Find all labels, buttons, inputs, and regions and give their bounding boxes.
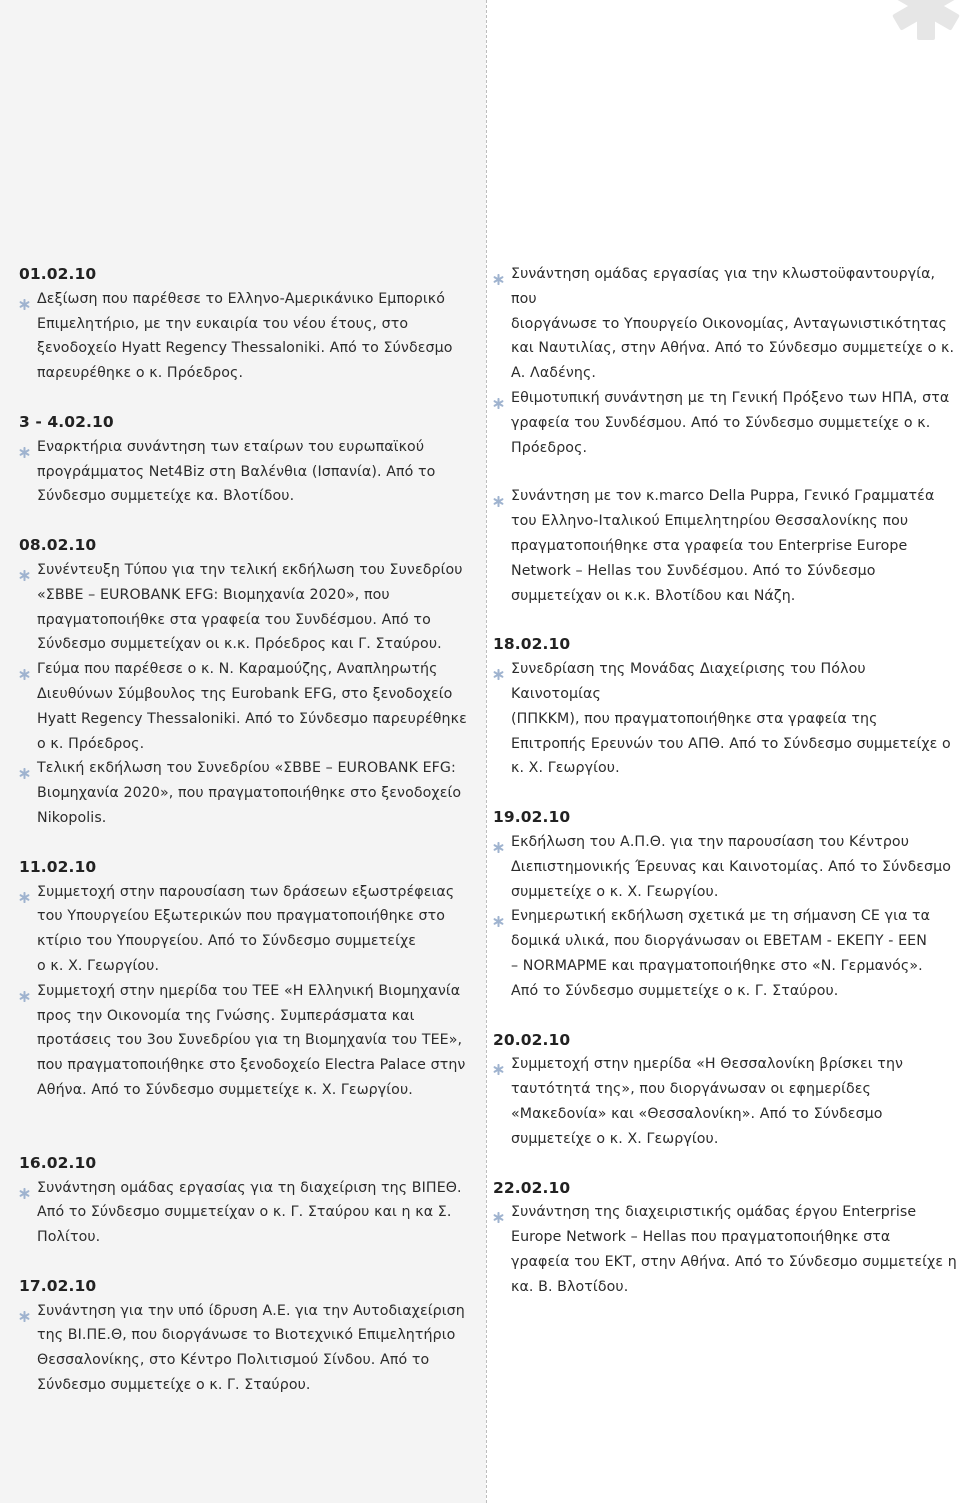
asterisk-bullet-icon	[19, 1306, 30, 1317]
event-date: 18.02.10	[493, 635, 571, 654]
event-date: 01.02.10	[19, 265, 97, 283]
event-date: 11.02.10	[19, 857, 97, 876]
event-item: Συνάντηση ομάδας εργασίας για τη διαχείριση της ΒΙΠΕΘ. Από το Σύνδεσμο συμμετείχαν ο κ. Γ. Σταύρου και η κα Σ. Πολίτου.	[19, 1176, 470, 1250]
event-day	[493, 1176, 960, 1300]
asterisk-bullet-icon	[19, 763, 30, 774]
event-date: 16.02.10	[19, 1153, 97, 1172]
asterisk-bullet-icon	[493, 393, 504, 404]
event-date: 08.02.10	[19, 536, 97, 555]
event-day	[493, 805, 960, 1003]
event-day	[493, 484, 960, 608]
column-divider	[486, 0, 487, 1503]
event-item: Δεξίωση που παρέθεσε το Ελληνο-Αμερικάνικο Εμπορικό Επιμελητήριο, με την ευκαιρία του νέου έτους, στο ξενοδοχείο Hyatt Regency Thessaloniki. Από το Σύνδεσμο παρευρέθηκε ο κ. Πρόεδρος.	[19, 287, 470, 386]
event-item: Συνέντευξη Τύπου για την τελική εκδήλωση του Συνεδρίου «ΣΒΒΕ – EUROBANK EFG: Βιομηχανία 2020», που πραγματοποιήθκε στα γραφεία του Συνδέσμου. Από το Σύνδεσμο συμμετείχαν οι κ.κ. Πρόεδρος και Γ. Σταύρου.	[19, 558, 470, 657]
asterisk-bullet-icon	[19, 294, 30, 305]
event-item: Τελική εκδήλωση του Συνεδρίου «ΣΒΒΕ – EUROBANK EFG: Βιομηχανία 2020», που πραγματοποιήθηκε στο ξενοδοχείο Nikopolis.	[19, 756, 470, 830]
asterisk-bullet-icon	[493, 837, 504, 848]
asterisk-bullet-icon	[493, 664, 504, 675]
event-item: Εναρκτήρια συνάντηση των εταίρων του ευρωπαϊκού προγράμματος Net4Biz στη Βαλένθια (Ισπανία). Από το Σύνδεσμο συμμετείχε κα. Βλοτίδου.	[19, 435, 470, 509]
event-day	[19, 1151, 470, 1250]
event-item: Εθιμοτυπική συνάντηση με τη Γενική Πρόξενο των ΗΠΑ, στα γραφεία του Συνδέσμου. Από το Σύνδεσμο συμμετείχε ο κ. Πρόεδρος.	[493, 386, 960, 460]
event-item: Συμμετοχή στην παρουσίαση των δράσεων εξωστρέφειας του Υπουργείου Εξωτερικών που πραγματοποιήθηκε στο κτίριο του Υπουργείου. Από το Σύνδεσμο συμμετείχε ο κ. Χ. Γεωργίου.	[19, 880, 470, 979]
event-day	[19, 410, 470, 509]
asterisk-bullet-icon	[19, 887, 30, 898]
asterisk-bullet-icon	[19, 1183, 30, 1194]
asterisk-bullet-icon	[493, 269, 504, 280]
asterisk-bullet-icon	[19, 442, 30, 453]
left-column	[0, 262, 470, 1422]
event-item: Συνάντηση ομάδας εργασίας για την κλωστοϋφαντουργία, που διοργάνωσε το Υπουργείο Οικονομίας, Ανταγωνιστικότητας και Ναυτιλίας, στην Αθήνα. Από το Σύνδεσμο συμμετείχε ο κ. Α. Λαδένης.	[493, 262, 960, 386]
asterisk-corner-icon	[870, 0, 960, 44]
event-item: Ενημερωτική εκδήλωση σχετικά με τη σήμανση CE για τα δομικά υλικά, που διοργάνωσαν οι ΕΒΕΤΑΜ - ΕΚΕΠΥ - ΕΕΝ – NORMAPME και πραγματοποιήθηκε στο «Ν. Γερμανός». Από το Σύνδεσμο συμμετείχε ο κ. Γ. Σταύρου.	[493, 904, 960, 1003]
event-item: Συμμετοχή στην ημερίδα «Η Θεσσαλονίκη βρίσκει την ταυτότητά της», που διοργάνωσαν οι εφημερίδες «Μακεδονία» και «Θεσσαλονίκη». Από το Σύνδεσμο συμμετείχε ο κ. Χ. Γεωργίου.	[493, 1052, 960, 1151]
event-day	[19, 262, 470, 386]
event-day	[19, 855, 470, 1103]
right-column	[493, 262, 960, 1323]
event-item: Συνάντηση για την υπό ίδρυση Α.Ε. για την Αυτοδιαχείριση της ΒΙ.ΠΕ.Θ, που διοργάνωσε το Βιοτεχνικό Επιμελητήριο Θεσσαλονίκης, στο Κέντρο Πολιτισμού Σίνδου. Από το Σύνδεσμο συμμετείχε ο κ. Γ. Σταύρου.	[19, 1299, 470, 1398]
event-date: 19.02.10	[493, 808, 571, 827]
event-day	[19, 1274, 470, 1398]
event-day	[493, 1028, 960, 1152]
asterisk-bullet-icon	[19, 565, 30, 576]
event-date: 17.02.10	[19, 1276, 97, 1295]
event-item: Εκδήλωση του Α.Π.Θ. για την παρουσίαση του Κέντρου Διεπιστημονικής Έρευνας και Καινοτομίας. Από το Σύνδεσμο συμμετείχε ο κ. Χ. Γεωργίου.	[493, 830, 960, 904]
asterisk-bullet-icon	[493, 1207, 504, 1218]
asterisk-bullet-icon	[493, 491, 504, 502]
event-item: Συμμετοχή στην ημερίδα του ΤΕΕ «Η Ελληνική Βιομηχανία προς την Οικονομία της Γνώσης. Συμπεράσματα και προτάσεις του 3ου Συνεδρίου για τη Βιομηχανία του ΤΕΕ», που πραγματοποιήθηκε στο ξενοδοχείο Electra Palace στην Αθήνα. Από το Σύνδεσμο συμμετείχε κ. Χ. Γεωργίου.	[19, 979, 470, 1103]
asterisk-bullet-icon	[19, 986, 30, 997]
event-item: Συνεδρίαση της Μονάδας Διαχείρισης του Πόλου Καινοτομίας (ΠΠΚΚΜ), που πραγματοποιήθηκε στα γραφεία της Επιτροπής Ερευνών του ΑΠΘ. Από το Σύνδεσμο συμμετείχε ο κ. Χ. Γεωργίου.	[493, 657, 960, 781]
event-item: Συνάντηση της διαχειριστικής ομάδας έργου Enterprise Europe Network – Hellas που πραγματοποιήθηκε στα γραφεία του ΕΚΤ, στην Αθήνα. Από το Σύνδεσμο συμμετείχε η κα. Β. Βλοτίδου.	[493, 1200, 960, 1299]
event-item: Γεύμα που παρέθεσε ο κ. Ν. Καραμούζης, Αναπληρωτής Διευθύνων Σύμβουλος της Eurobank EFG, στο ξενοδοχείο Hyatt Regency Thessaloniki. Από το Σύνδεσμο παρευρέθηκε ο κ. Πρόεδρος.	[19, 657, 470, 756]
event-item: Συνάντηση με τον κ.marco Della Puppa, Γενικό Γραμματέα του Ελληνο-Ιταλικού Επιμελητηρίου Θεσσαλονίκης που πραγματοποιήθηκε στα γραφεία του Enterprise Europe Network – Hellas του Συνδέσμου. Από το Σύνδεσμο συμμετείχαν οι κ.κ. Βλοτίδου και Νάζη.	[493, 484, 960, 608]
event-date: 22.02.10	[493, 1178, 571, 1197]
event-date: 20.02.10	[493, 1030, 571, 1049]
event-date: 3 - 4.02.10	[19, 412, 114, 431]
asterisk-bullet-icon	[493, 1059, 504, 1070]
event-day	[19, 533, 470, 831]
asterisk-bullet-icon	[19, 664, 30, 675]
event-day	[493, 262, 960, 460]
asterisk-bullet-icon	[493, 911, 504, 922]
event-day	[493, 632, 960, 781]
